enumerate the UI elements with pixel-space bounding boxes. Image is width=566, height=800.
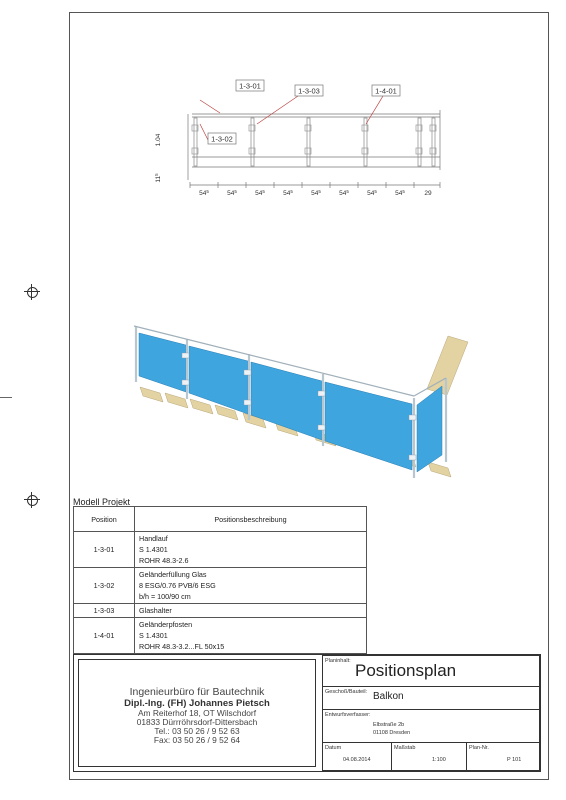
title-fields xyxy=(322,655,540,771)
span-dimension-sup: 5 xyxy=(206,188,209,194)
firm-name: Ingenieurbüro für Bautechnik xyxy=(129,686,265,698)
column-header-description: Positionsbeschreibung xyxy=(135,507,367,532)
railing-3d-view xyxy=(0,310,566,500)
position-label: 1-3-02 xyxy=(211,134,233,144)
span-dimension-value: 54 xyxy=(367,190,375,197)
massstab-value: 1:100 xyxy=(432,757,446,763)
description-line: Handlauf xyxy=(139,534,168,543)
firm-address-street: Am Reiterhof 18, OT Wilschdorf xyxy=(137,708,257,718)
span-dimension-sup: 5 xyxy=(290,188,293,194)
description-line: Glashalter xyxy=(139,606,172,615)
entwurf-label: Entwurfsverfasser: xyxy=(325,712,371,718)
entwurf-cell xyxy=(322,709,540,743)
position-cell: 1-3-02 xyxy=(74,568,135,604)
description-line: Geländerpfosten xyxy=(139,620,193,629)
span-dimension xyxy=(367,189,377,198)
firm-stamp xyxy=(78,659,316,767)
table-row xyxy=(74,568,367,604)
position-cell: 1-3-03 xyxy=(74,604,135,618)
height-dimension: 1.04 xyxy=(155,133,162,147)
description-cell xyxy=(135,618,367,654)
span-dimension xyxy=(395,189,405,198)
span-dimension xyxy=(339,189,349,198)
table-row xyxy=(74,532,367,568)
span-dimension xyxy=(255,189,265,198)
datum-cell xyxy=(322,742,392,771)
span-dimension xyxy=(227,189,237,198)
plan-title: Positionsplan xyxy=(355,661,457,680)
gap-dimension-value: 11 xyxy=(155,175,162,183)
firm-phone: Tel.: 03 50 26 / 9 52 63 xyxy=(154,726,240,736)
span-dimension-sup: 5 xyxy=(346,188,349,194)
massstab-cell xyxy=(391,742,467,771)
span-dimension-value: 54 xyxy=(339,190,347,197)
plannr-cell xyxy=(466,742,540,771)
description-cell xyxy=(135,568,367,604)
description-cell xyxy=(135,532,367,568)
position-label: 1-4-01 xyxy=(375,86,397,96)
position-label: 1-3-03 xyxy=(298,86,320,96)
position-table xyxy=(73,506,367,654)
description-line: ROHR 48.3-2.6 xyxy=(139,556,189,565)
massstab-label: Maßstab xyxy=(394,745,416,751)
entwurf-line: 01108 Dresden xyxy=(373,730,411,736)
gap-dimension-sup: 5 xyxy=(153,173,159,176)
span-dimension-value: 54 xyxy=(311,190,319,197)
table-row xyxy=(74,604,367,618)
span-dimension-value: 54 xyxy=(395,190,403,197)
span-dimension-sup: 5 xyxy=(262,188,265,194)
firm-fax: Fax: 03 50 26 / 9 52 64 xyxy=(153,735,241,745)
span-dimension xyxy=(199,189,209,198)
planinhalt-label: Planinhalt: xyxy=(325,658,351,664)
span-dimension-value: 54 xyxy=(255,190,263,197)
span-dimension xyxy=(311,189,321,198)
description-line: Geländerfüllung Glas xyxy=(139,570,207,579)
table-row xyxy=(74,618,367,654)
description-line: ROHR 48.3-3.2...FL 50x15 xyxy=(139,642,225,651)
span-dimension xyxy=(283,189,293,198)
span-dimension-sup: 5 xyxy=(318,188,321,194)
planinhalt-cell xyxy=(322,655,540,687)
registration-mark-crosshair-icon xyxy=(24,284,40,300)
datum-label: Datum xyxy=(325,745,342,751)
elevation-drawing xyxy=(0,70,566,270)
firm-address-city: 01833 Dürrröhrsdorf-Dittersbach xyxy=(136,717,258,727)
column-header-position: Position xyxy=(74,507,135,532)
model-table-title: Modell Projekt xyxy=(73,497,131,507)
description-line: S 1.4301 xyxy=(139,545,168,554)
description-cell xyxy=(135,604,367,618)
engineer-name: Dipl.-Ing. (FH) Johannes Pietsch xyxy=(124,698,270,709)
position-label: 1-3-01 xyxy=(239,81,261,91)
span-dimension-value: 54 xyxy=(199,190,207,197)
plannr-label: Plan-Nr. xyxy=(469,745,489,751)
plannr-value: P 101 xyxy=(507,757,522,763)
geschoss-label: Geschoß/Bauteil: xyxy=(325,689,368,695)
description-line: S 1.4301 xyxy=(139,631,168,640)
position-cell: 1-3-01 xyxy=(74,532,135,568)
geschoss-cell xyxy=(322,686,540,710)
title-block xyxy=(73,654,541,772)
geschoss-value: Balkon xyxy=(373,691,404,702)
span-dimension-value: 54 xyxy=(227,190,235,197)
description-line: b/h = 100/90 cm xyxy=(139,592,191,601)
table-header-row xyxy=(74,507,367,532)
position-cell: 1-4-01 xyxy=(74,618,135,654)
span-dimension-sup: 5 xyxy=(374,188,377,194)
entwurf-line: Elbstraße 2b xyxy=(373,722,405,728)
gap-dimension xyxy=(154,173,163,183)
description-line: 8 ESG/0.76 PVB/6 ESG xyxy=(139,581,216,590)
end-dimension: 29 xyxy=(424,190,432,197)
span-dimension-sup: 5 xyxy=(402,188,405,194)
span-dimension-value: 54 xyxy=(283,190,291,197)
datum-value: 04.08.2014 xyxy=(343,757,371,763)
span-dimension-sup: 5 xyxy=(234,188,237,194)
